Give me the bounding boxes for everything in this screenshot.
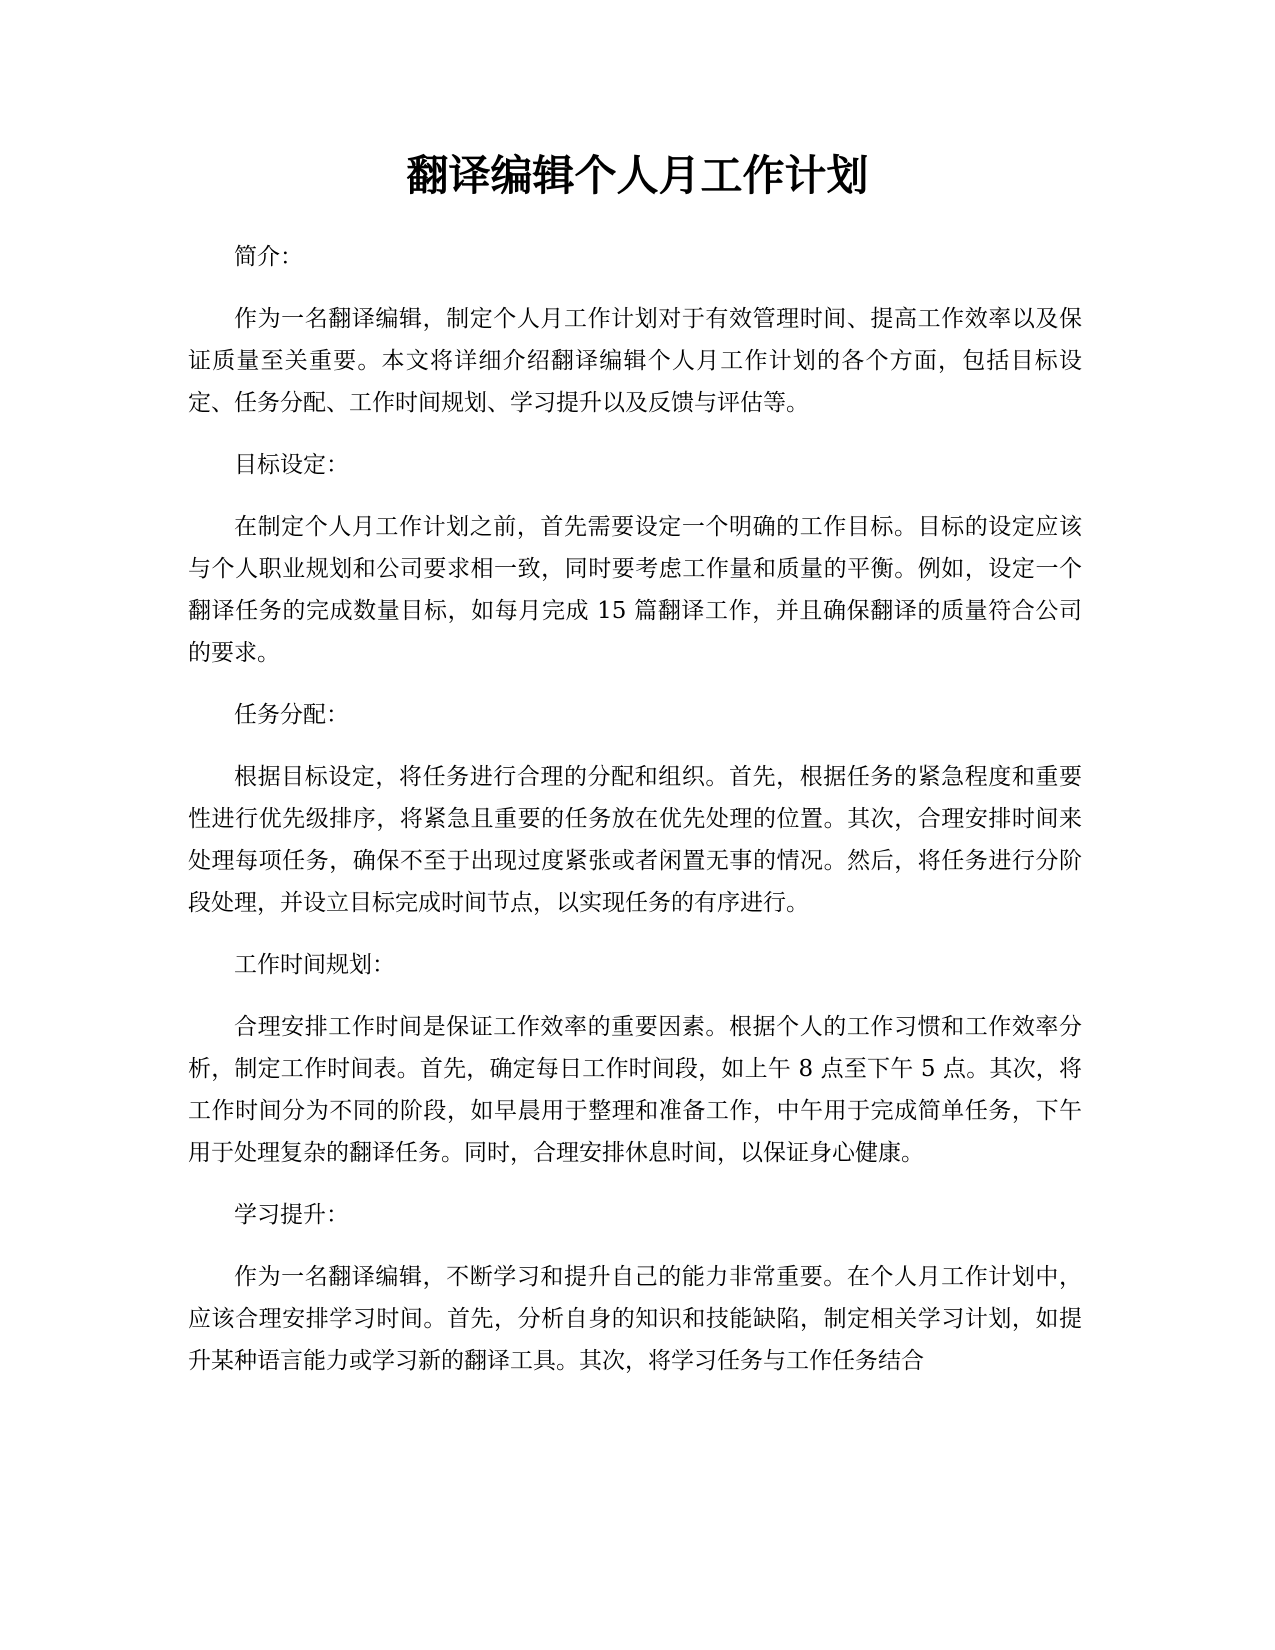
document-title: 翻译编辑个人月工作计划 (406, 151, 869, 200)
section-heading-intro: 简介： (234, 244, 303, 270)
section-paragraph-learning: 作为一名翻译编辑，不断学习和提升自己的能力非常重要。在个人月工作计划中，应该合理安排学习时间。首先，分析自身的知识和技能缺陷，制定相关学习计划，如提升某种语言能力或学习新的翻译工具。其次，将学习任务与工作任务结合 (188, 1264, 1082, 1374)
section-heading-learning: 学习提升： (234, 1202, 349, 1228)
section-paragraph-goal-setting: 在制定个人月工作计划之前，首先需要设定一个明确的工作目标。目标的设定应该与个人职业规划和公司要求相一致，同时要考虑工作量和质量的平衡。例如，设定一个翻译任务的完成数量目标，如每月完成 15 篇翻译工作，并且确保翻译的质量符合公司的要求。 (188, 514, 1082, 666)
section-heading-task-allocation: 任务分配： (234, 702, 349, 728)
section-paragraph-intro: 作为一名翻译编辑，制定个人月工作计划对于有效管理时间、提高工作效率以及保证质量至关重要。本文将详细介绍翻译编辑个人月工作计划的各个方面，包括目标设定、任务分配、工作时间规划、学习提升以及反馈与评估等。 (188, 306, 1082, 416)
section-heading-work-time-planning: 工作时间规划： (234, 952, 395, 978)
section-paragraph-task-allocation: 根据目标设定，将任务进行合理的分配和组织。首先，根据任务的紧急程度和重要性进行优先级排序，将紧急且重要的任务放在优先处理的位置。其次，合理安排时间来处理每项任务，确保不至于出现过度紧张或者闲置无事的情况。然后，将任务进行分阶段处理，并设立目标完成时间节点，以实现任务的有序进行。 (188, 764, 1082, 916)
section-heading-goal-setting: 目标设定： (234, 452, 349, 478)
section-paragraph-work-time-planning: 合理安排工作时间是保证工作效率的重要因素。根据个人的工作习惯和工作效率分析，制定工作时间表。首先，确定每日工作时间段，如上午 8 点至下午 5 点。其次，将工作时间分为不同的阶段，如早晨用于整理和准备工作，中午用于完成简单任务，下午用于处理复杂的翻译任务。同时，合理安排休息时间，以保证身心健康。 (188, 1014, 1082, 1166)
document-body (188, 236, 1082, 1402)
